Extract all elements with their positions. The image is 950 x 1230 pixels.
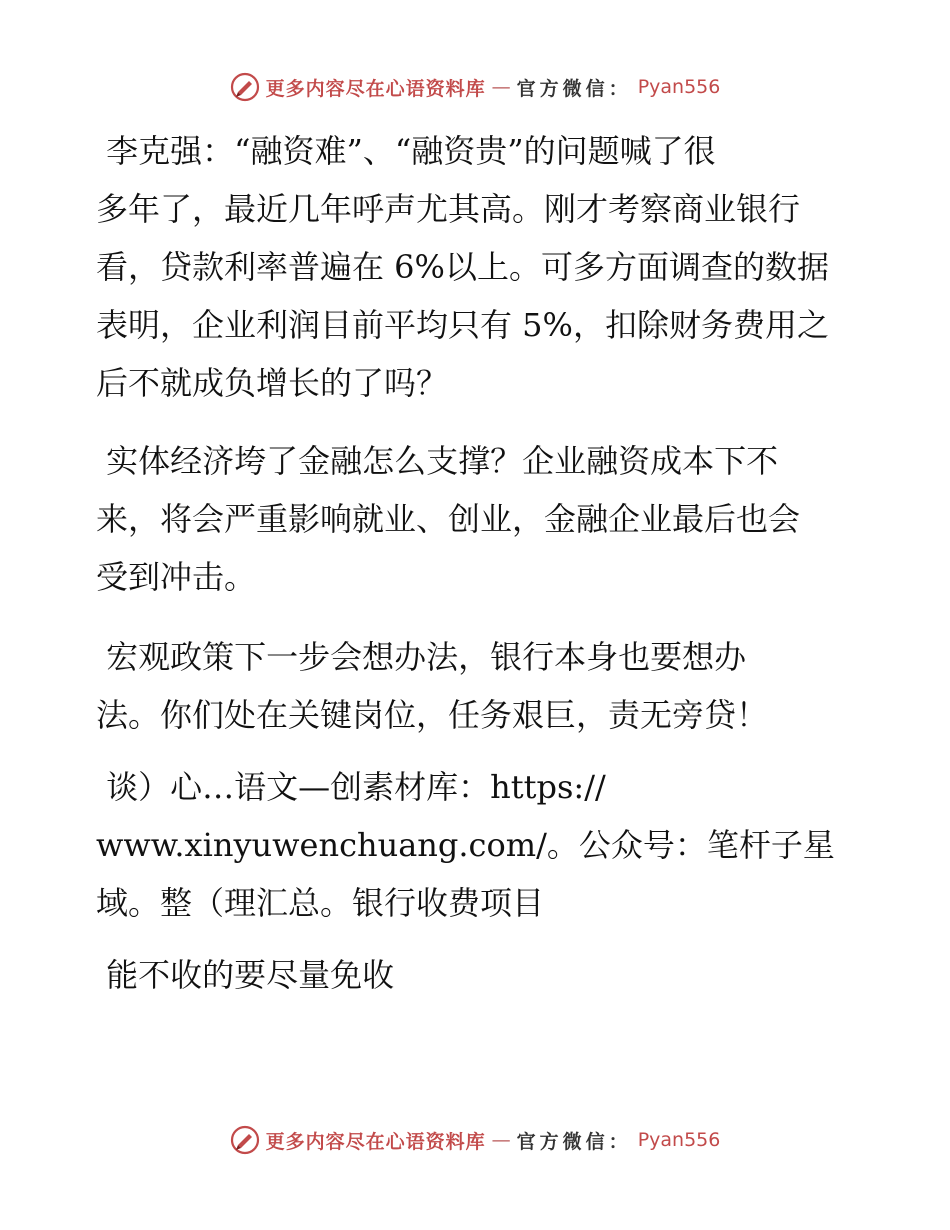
watermark-text: 更多内容尽在心语资料库 bbox=[265, 1130, 486, 1153]
paragraph-1: 李克强：“融资难”、“融资贵”的问题喊了很 多年了，最近几年呼声尤其高。刚才考察商业银行 看，贷款利率普遍在 6%以上。可多方面调查的数据 表明，企业利润目前平均只有 5%，扣除财务费用之 后不就成负增长的了吗？ bbox=[96, 132, 829, 402]
pen-logo-icon bbox=[230, 72, 260, 102]
watermark-wechat-label: 官方微信： bbox=[516, 77, 632, 100]
footer-watermark bbox=[0, 1125, 950, 1155]
watermark-wechat-id: Pyan556 bbox=[637, 76, 721, 98]
header-watermark bbox=[0, 72, 950, 102]
watermark-text: 更多内容尽在心语资料库 bbox=[265, 77, 486, 100]
document-body bbox=[96, 122, 866, 1004]
watermark-separator: — bbox=[491, 1129, 511, 1151]
paragraph-5-heading: 能不收的要尽量免收 bbox=[96, 956, 395, 994]
paragraph-2: 实体经济垮了金融怎么支撑？企业融资成本下不 来，将会严重影响就业、创业，金融企业最后也会 受到冲击。 bbox=[96, 442, 801, 596]
pen-logo-icon bbox=[230, 1125, 260, 1155]
watermark-wechat-id: Pyan556 bbox=[637, 1129, 721, 1151]
watermark-wechat-label: 官方微信： bbox=[516, 1130, 632, 1153]
paragraph-4-source-note: 谈）心…语文—创素材库：https:// www.xinyuwenchuang.com/。公众号：笔杆子星 域。整（理汇总。银行收费项目 bbox=[96, 768, 835, 922]
paragraph-3: 宏观政策下一步会想办法，银行本身也要想办 法。你们处在关键岗位，任务艰巨，责无旁贷！ bbox=[96, 638, 769, 734]
watermark-separator: — bbox=[491, 76, 511, 98]
